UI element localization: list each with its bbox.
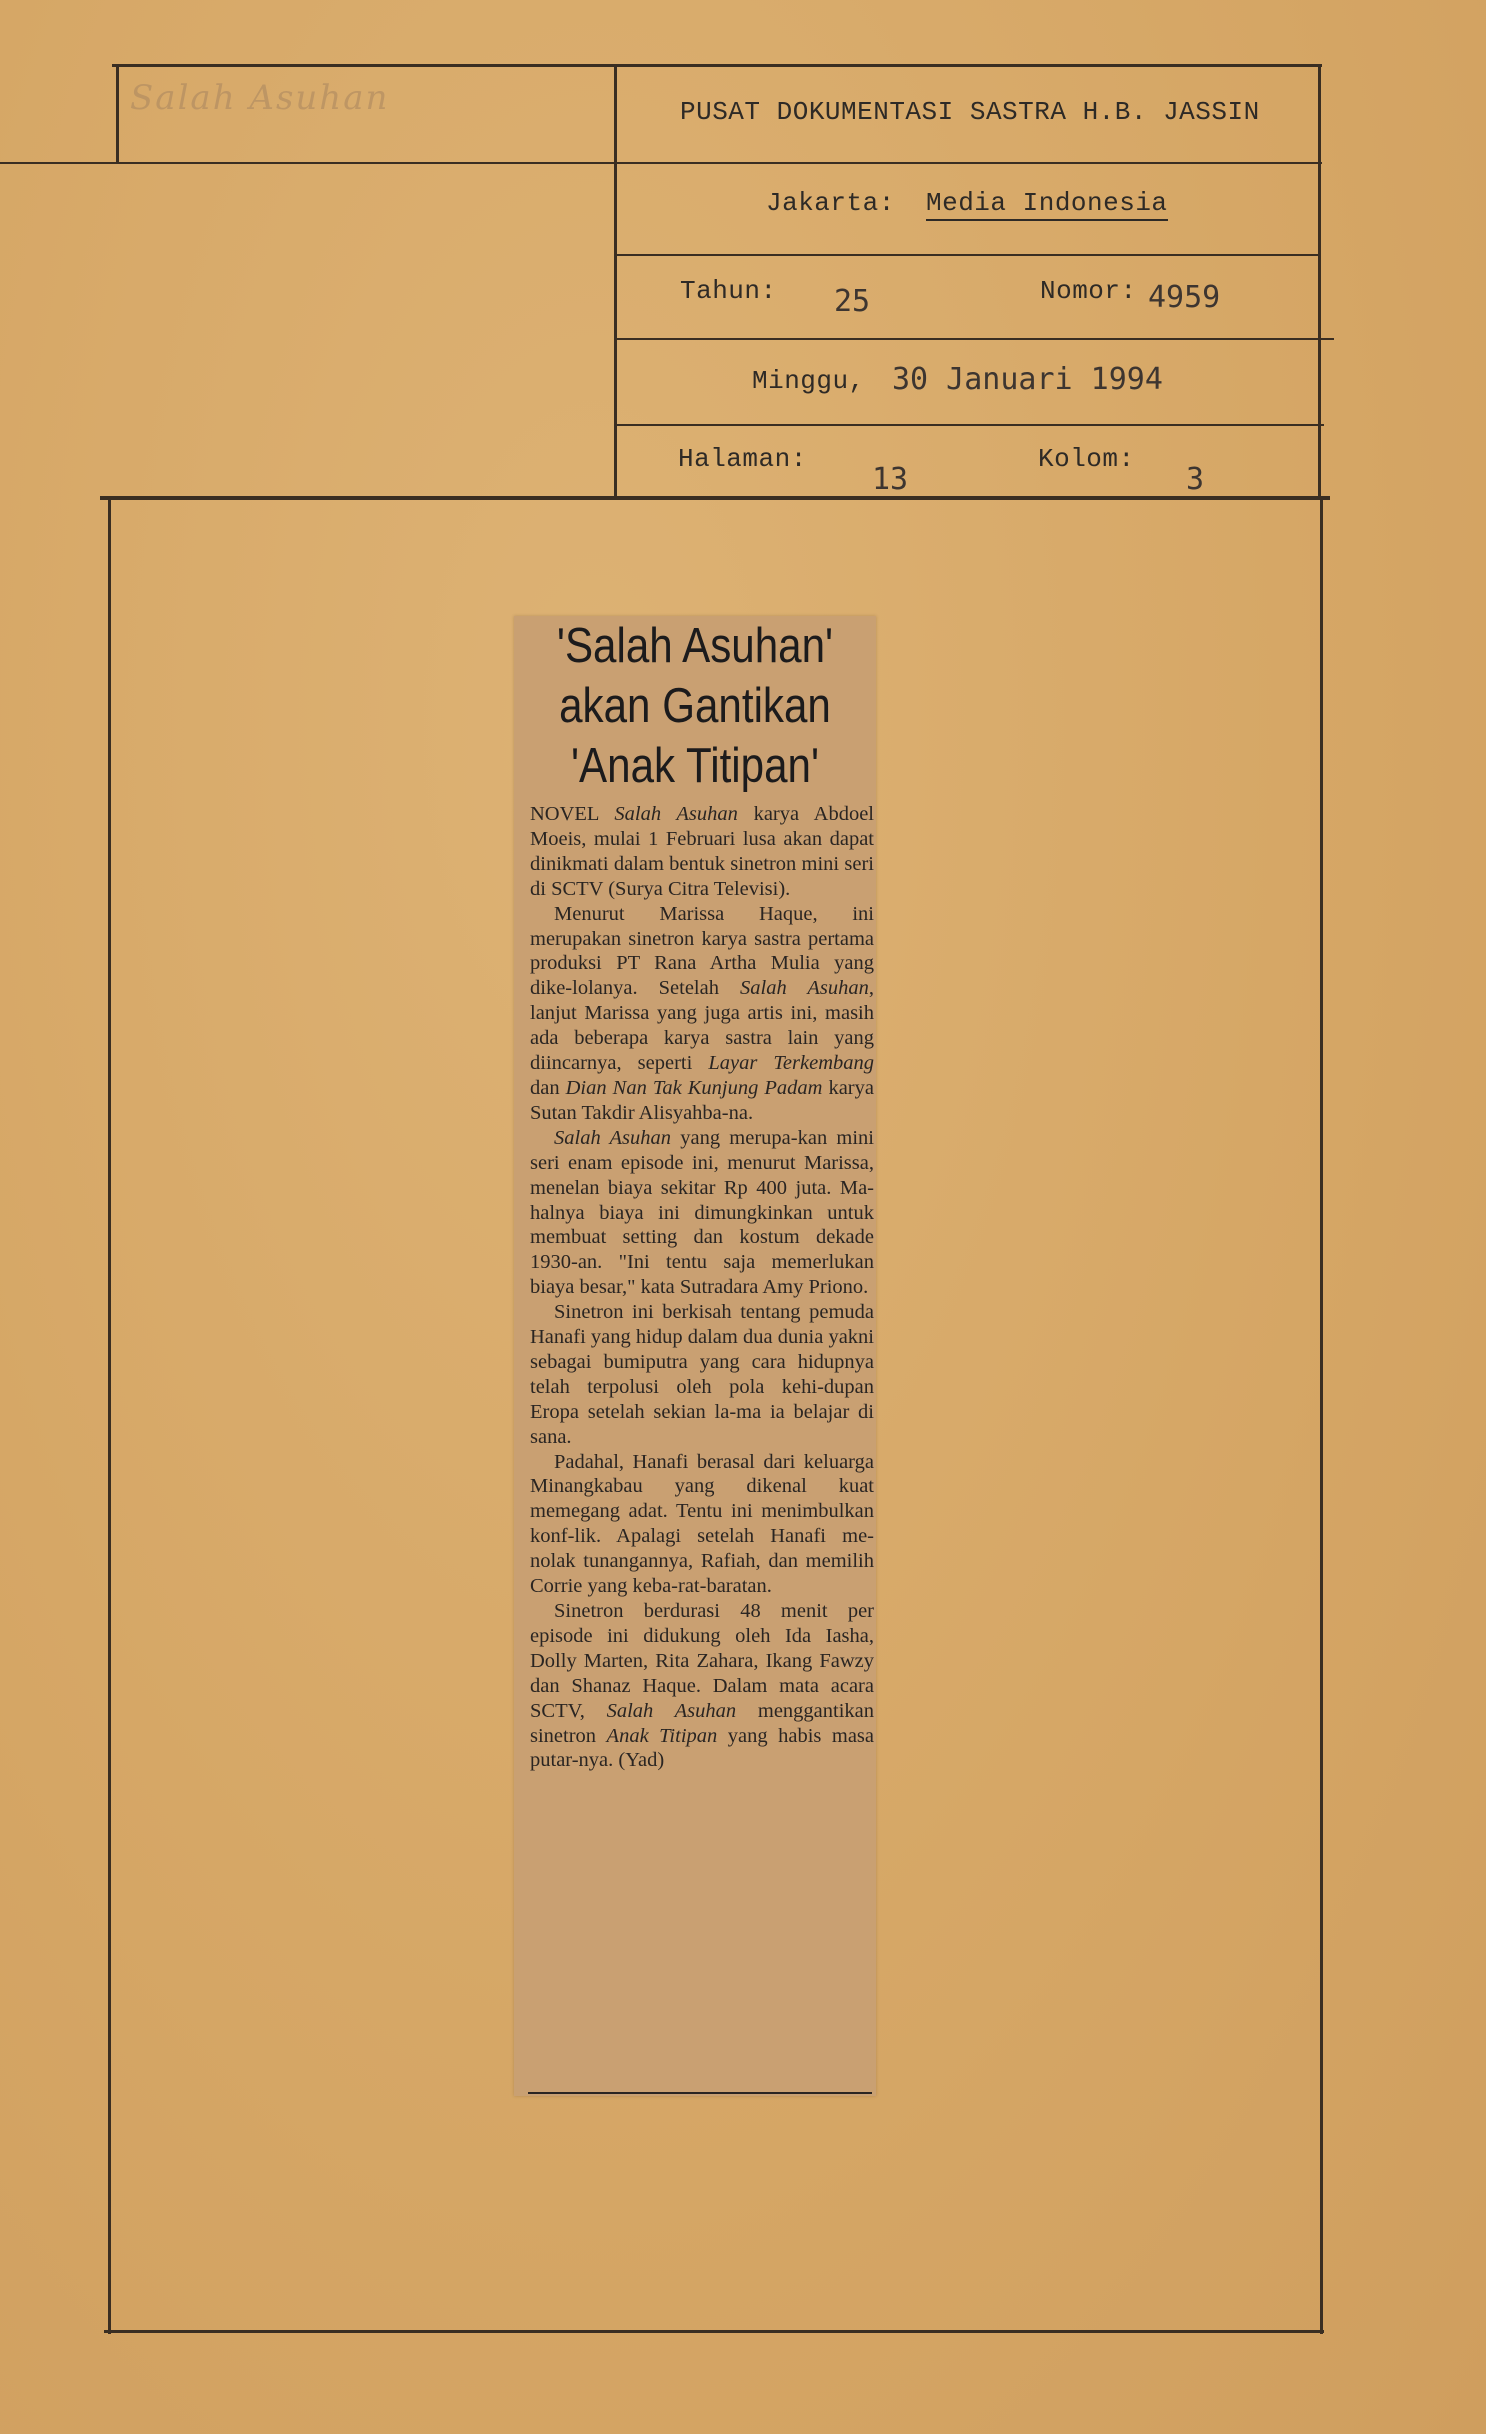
frame-right-rule <box>1320 498 1323 2334</box>
paragraph-2 <box>530 902 874 1126</box>
p2-text-a: Menurut Marissa Haque, ini merupakan sinetron karya sastra pertama produksi PT Rana Artha Mulia yang dike-lolanya. Setelah <box>530 902 874 1000</box>
year-value: 25 <box>834 284 871 319</box>
header-rule-1 <box>0 162 1322 164</box>
number-value: 4959 <box>1148 280 1221 315</box>
article-end-rule <box>528 2092 872 2094</box>
newspaper-clipping <box>514 616 876 2096</box>
article-headline <box>539 616 850 796</box>
header-rule-2 <box>614 254 1320 256</box>
p2-text-b: , lanjut Marissa yang juga artis ini, masih ada beberapa karya sastra lain yang diincarnya, seperti <box>530 977 874 1075</box>
p1-title-salah-asuhan: Salah Asuhan <box>614 803 738 825</box>
column-value: 3 <box>1186 462 1205 497</box>
p2-title-layar-terkembang: Layar Terkembang <box>708 1052 874 1075</box>
header-divider-vertical <box>614 64 617 500</box>
p6-text-b: menggantikan sinetron <box>530 1699 875 1747</box>
header-rule-4 <box>614 424 1324 426</box>
p1-text-b: karya Abdoel Moeis, mulai 1 Februari lusa akan dapat dinikmati dalam bentuk sinetron mini seri di SCTV (Surya Citra Televisi). <box>530 803 875 900</box>
p2-title-dian-nan: Dian Nan Tak Kunjung Padam <box>565 1076 823 1099</box>
paragraph-5: Padahal, Hanafi berasal dari keluarga Minangkabau yang dikenal kuat memegang adat. Tentu ini menimbulkan konf-lik. Apalagi setelah Hanafi me-nolak tunangannya, Rafiah, dan memilih Corrie yang keba-rat-baratan. <box>530 1450 874 1598</box>
p2-text-d: karya Sutan Takdir Alisyahba-na. <box>530 1076 874 1124</box>
city-label-text: Jakarta <box>766 188 879 218</box>
year-label: Tahun: <box>680 276 777 306</box>
page-value: 13 <box>872 462 909 497</box>
frame-bottom-rule <box>104 2330 1324 2333</box>
column-label: Kolom: <box>1038 444 1135 474</box>
header-right-rule <box>1318 64 1321 500</box>
frame-top-rule <box>100 496 1330 500</box>
p6-text-c: yang habis masa putar-nya. (Yad) <box>530 1724 875 1772</box>
frame-left-rule <box>108 498 111 2334</box>
pencil-note: Salah Asuhan <box>130 78 390 118</box>
header-top-rule <box>112 64 1322 67</box>
p3-text-a: yang merupa-kan mini seri enam episode ini, menurut Marissa, menelan biaya sekitar Rp 400 juta. Ma-halnya biaya ini dimungkinkan untuk membuat setting dan kostum dekade 1930-an. "Ini tentu saja memerlukan biaya besar," kata Sutradara Amy Priono. <box>530 1126 874 1299</box>
city-colon: : <box>878 188 895 218</box>
number-label: Nomor: <box>1040 276 1137 306</box>
page-label: Halaman: <box>678 444 807 474</box>
date-value: 30 Januari 1994 <box>892 362 1163 397</box>
city-label <box>766 188 895 218</box>
article-body <box>530 802 874 1773</box>
paragraph-3 <box>530 1126 874 1300</box>
date-day: Minggu, <box>752 366 865 396</box>
publication-name: Media Indonesia <box>926 188 1168 221</box>
header-rule-3 <box>614 338 1334 340</box>
p6-text-a: Sinetron berdurasi 48 menit per episode ini didukung oleh Ida Iasha, Dolly Marten, Rita Zahara, Ikang Fawzy dan Shanaz Haque. Dalam mata acara SCTV, <box>530 1600 874 1722</box>
paragraph-1 <box>530 802 874 902</box>
headline-line-3: 'Anak Titipan' <box>570 739 820 793</box>
institution-title: PUSAT DOKUMENTASI SASTRA H.B. JASSIN <box>680 97 1260 127</box>
p6-title-anak-titipan: Anak Titipan <box>606 1724 718 1747</box>
paragraph-6 <box>530 1599 874 1773</box>
paragraph-4: Sinetron ini berkisah tentang pemuda Hanafi yang hidup dalam dua dunia yakni sebagai bumiputra yang cara hidupnya telah terpolusi oleh pola kehi-dupan Eropa setelah sekian la-ma ia belajar di sana. <box>530 1301 874 1448</box>
p3-title-salah-asuhan: Salah Asuhan <box>554 1126 672 1149</box>
p1-text-a: NOVEL <box>530 803 615 825</box>
headline-line-2: akan Gantikan <box>559 679 831 733</box>
p2-text-c: dan <box>530 1076 566 1099</box>
header-left-rule <box>116 64 119 164</box>
p6-title-salah-asuhan: Salah Asuhan <box>606 1699 737 1722</box>
headline-line-1: 'Salah Asuhan' <box>556 619 834 673</box>
p2-title-salah-asuhan: Salah Asuhan <box>740 977 869 1000</box>
